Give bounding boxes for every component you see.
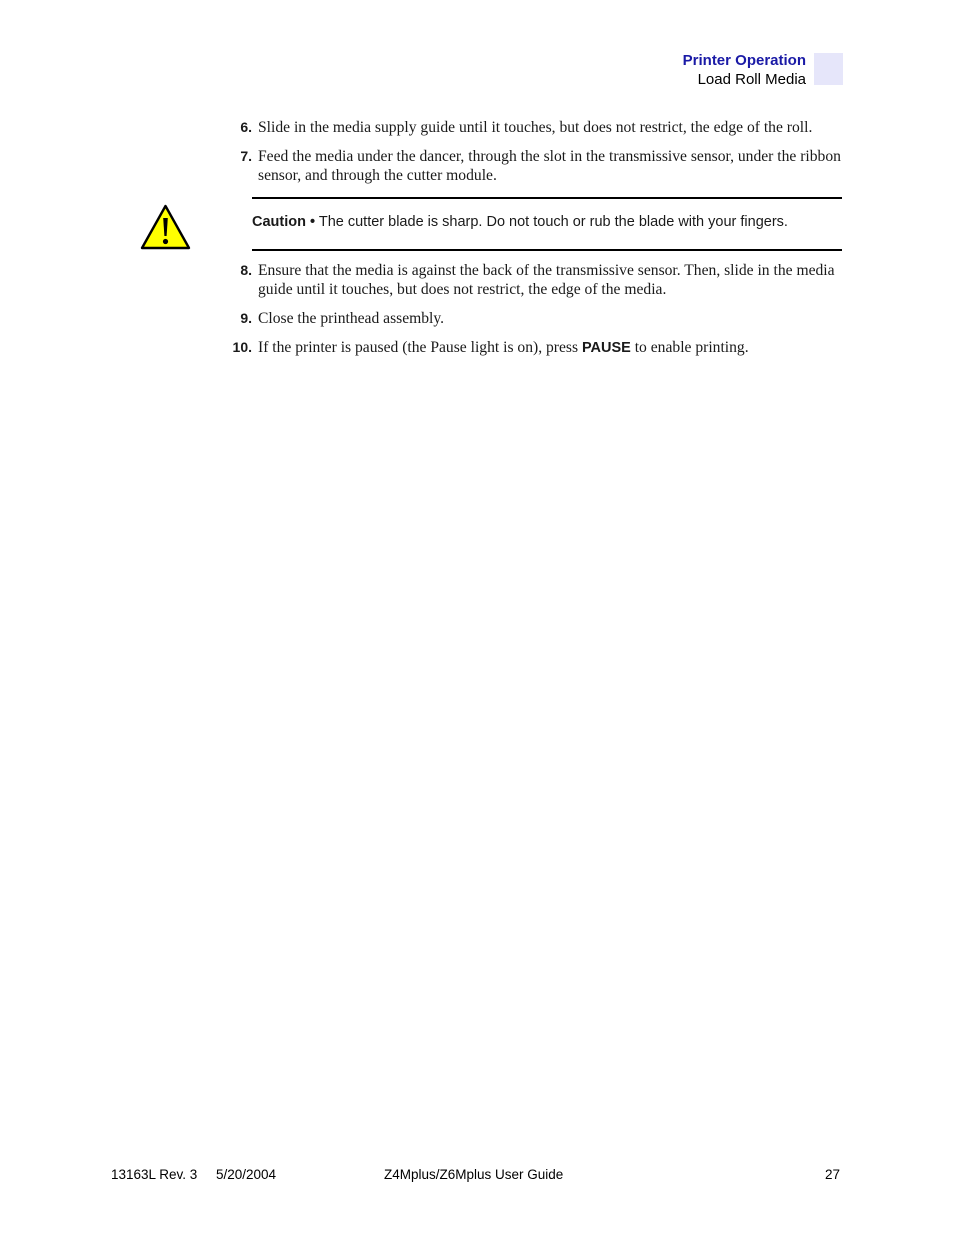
header-section-title: Printer Operation bbox=[682, 52, 806, 69]
footer-page-number: 27 bbox=[825, 1167, 841, 1182]
caution-text bbox=[252, 213, 788, 232]
step-text-before: If the printer is paused (the Pause light is on), press bbox=[258, 339, 582, 356]
chapter-tab-marker bbox=[814, 53, 843, 85]
step-text: Slide in the media supply guide until it touches, but does not restrict, the edge of the roll. bbox=[258, 119, 813, 136]
step-text: Ensure that the media is against the back of the transmissive sensor. Then, slide in the media guide until it touches, but does not restrict, the edge of the media. bbox=[258, 262, 835, 298]
caution-box bbox=[252, 197, 842, 251]
pause-key-label: PAUSE bbox=[581, 340, 631, 356]
step-list-upper bbox=[222, 118, 842, 185]
step-number: 9. bbox=[240, 310, 252, 326]
header-subsection-title: Load Roll Media bbox=[697, 71, 806, 88]
warning-triangle-icon bbox=[140, 204, 191, 250]
step-text: Close the printhead assembly. bbox=[258, 310, 445, 327]
footer-doc-id bbox=[111, 1166, 197, 1184]
step-item bbox=[222, 338, 842, 358]
step-list-lower bbox=[222, 261, 842, 358]
step-number: 6. bbox=[240, 119, 252, 135]
caution-message: The cutter blade is sharp. Do not touch or rub the blade with your fingers. bbox=[315, 214, 788, 230]
running-header bbox=[683, 51, 806, 89]
step-text: Feed the media under the dancer, through the slot in the transmissive sensor, under the ribbon sensor, and through the cutter module. bbox=[258, 148, 841, 184]
step-number: 10. bbox=[232, 339, 252, 355]
step-item bbox=[222, 118, 842, 137]
step-text-after: to enable printing. bbox=[630, 339, 749, 356]
step-text bbox=[252, 338, 842, 358]
step-number: 8. bbox=[240, 262, 252, 278]
step-item bbox=[222, 261, 842, 299]
footer-date: 5/20/2004 bbox=[216, 1167, 277, 1182]
caution-label: Caution • bbox=[252, 214, 316, 230]
footer-revision: 13163L Rev. 3 bbox=[111, 1167, 198, 1182]
step-number: 7. bbox=[240, 148, 252, 164]
step-item bbox=[222, 147, 842, 185]
footer-guide-title: Z4Mplus/Z6Mplus User Guide bbox=[384, 1167, 564, 1182]
step-item bbox=[222, 309, 842, 328]
